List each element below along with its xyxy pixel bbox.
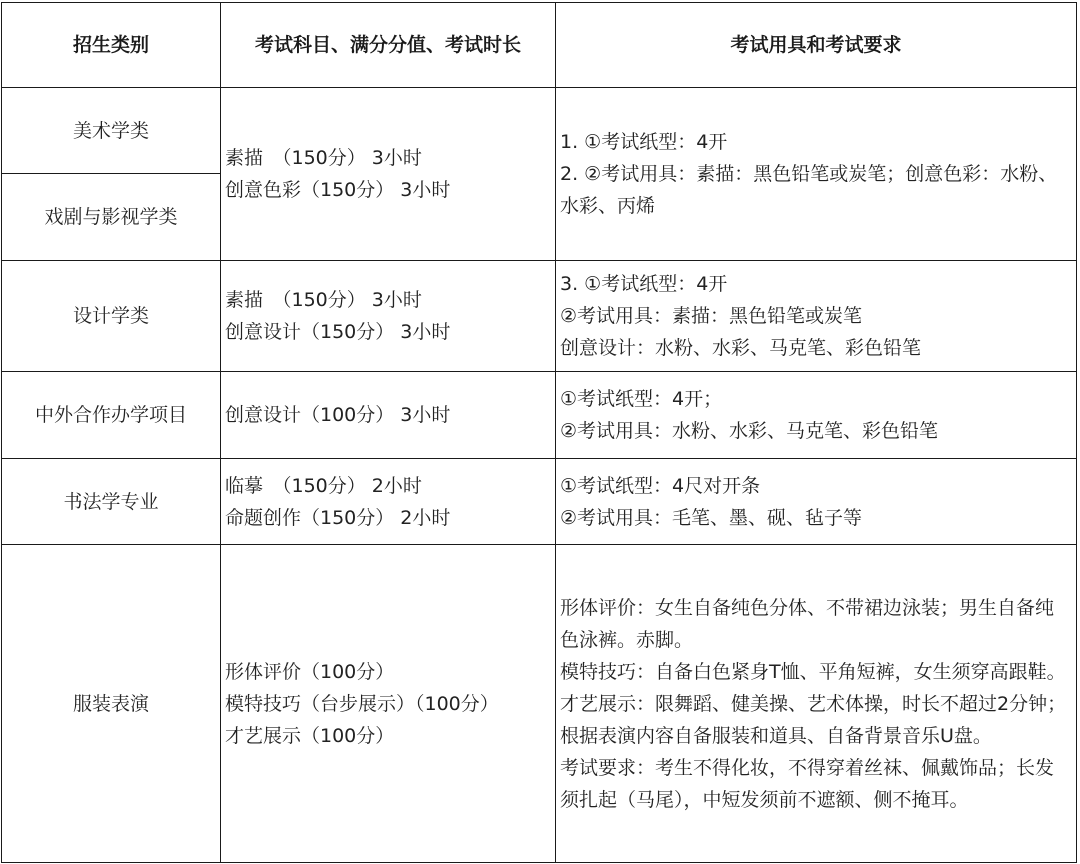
table-row xyxy=(2,459,1077,545)
requirement-line: 模特技巧：自备白色紧身T恤、平角短裤，女生须穿高跟鞋。 xyxy=(560,660,1066,683)
requirement-line: 2. ②考试用具：素描：黑色铅笔或炭笔；创意色彩：水粉、水彩、丙烯 xyxy=(560,163,1058,217)
header-category: 招生类别 xyxy=(2,3,221,88)
table-row xyxy=(2,372,1077,459)
subject-line: 素描 （150分） 3小时 xyxy=(225,147,422,169)
exam-requirements-table xyxy=(1,2,1077,863)
requirement-line: 才艺展示：限舞蹈、健美操、艺术体操，时长不超过2分钟；根据表演内容自备服装和道具、自备背景音乐U盘。 xyxy=(560,692,1067,747)
subject-line: 命题创作（150分） 2小时 xyxy=(225,506,451,529)
requirement-line: ②考试用具：素描：黑色铅笔或炭笔 xyxy=(560,305,863,327)
subjects-cell xyxy=(221,459,556,545)
subject-line: 创意设计（150分） 3小时 xyxy=(225,321,451,343)
subjects-cell xyxy=(221,88,556,261)
table-row xyxy=(2,261,1077,372)
table-header-row xyxy=(2,3,1077,88)
category-cell: 美术学类 xyxy=(2,88,221,174)
requirement-line: 考试要求：考生不得化妆，不得穿着丝袜、佩戴饰品；长发须扎起（马尾），中短发须前不遮额、侧不掩耳。 xyxy=(560,756,1055,811)
requirements-cell xyxy=(556,372,1077,459)
header-requirements: 考试用具和考试要求 xyxy=(556,3,1077,88)
requirement-line: ②考试用具：水粉、水彩、马克笔、彩色铅笔 xyxy=(560,420,939,442)
subjects-cell xyxy=(221,545,556,863)
subject-line: 临摹 （150分） 2小时 xyxy=(225,474,422,497)
subject-line: 创意色彩（150分） 3小时 xyxy=(225,179,451,201)
category-cell: 设计学类 xyxy=(2,261,221,372)
requirement-line: 3. ①考试纸型：4开 xyxy=(560,273,728,295)
subject-line: 创意设计（100分） 3小时 xyxy=(225,404,451,426)
subject-line: 模特技巧（台步展示）（100分） xyxy=(225,692,499,715)
table-row xyxy=(2,545,1077,863)
category-cell: 戏剧与影视学类 xyxy=(2,174,221,261)
category-cell: 服装表演 xyxy=(2,545,221,863)
requirement-line: 形体评价：女生自备纯色分体、不带裙边泳装；男生自备纯色泳裤。赤脚。 xyxy=(560,596,1055,651)
subject-line: 才艺展示（100分） xyxy=(225,724,395,747)
category-cell: 书法学专业 xyxy=(2,459,221,545)
category-cell: 中外合作办学项目 xyxy=(2,372,221,459)
subject-line: 形体评价（100分） xyxy=(225,660,395,683)
subjects-cell xyxy=(221,372,556,459)
requirement-line: ①考试纸型：4尺对开条 xyxy=(560,474,761,497)
requirements-cell xyxy=(556,88,1077,261)
requirements-cell xyxy=(556,261,1077,372)
table-row xyxy=(2,88,1077,174)
requirements-cell xyxy=(556,545,1077,863)
requirements-cell xyxy=(556,459,1077,545)
requirement-line: 创意设计：水粉、水彩、马克笔、彩色铅笔 xyxy=(560,337,922,359)
requirement-line: 1. ①考试纸型：4开 xyxy=(560,131,728,153)
subjects-cell xyxy=(221,261,556,372)
requirement-line: ②考试用具：毛笔、墨、砚、毡子等 xyxy=(560,506,863,529)
requirement-line: ①考试纸型：4开； xyxy=(560,388,723,410)
subject-line: 素描 （150分） 3小时 xyxy=(225,289,422,311)
header-subjects: 考试科目、满分分值、考试时长 xyxy=(221,3,556,88)
